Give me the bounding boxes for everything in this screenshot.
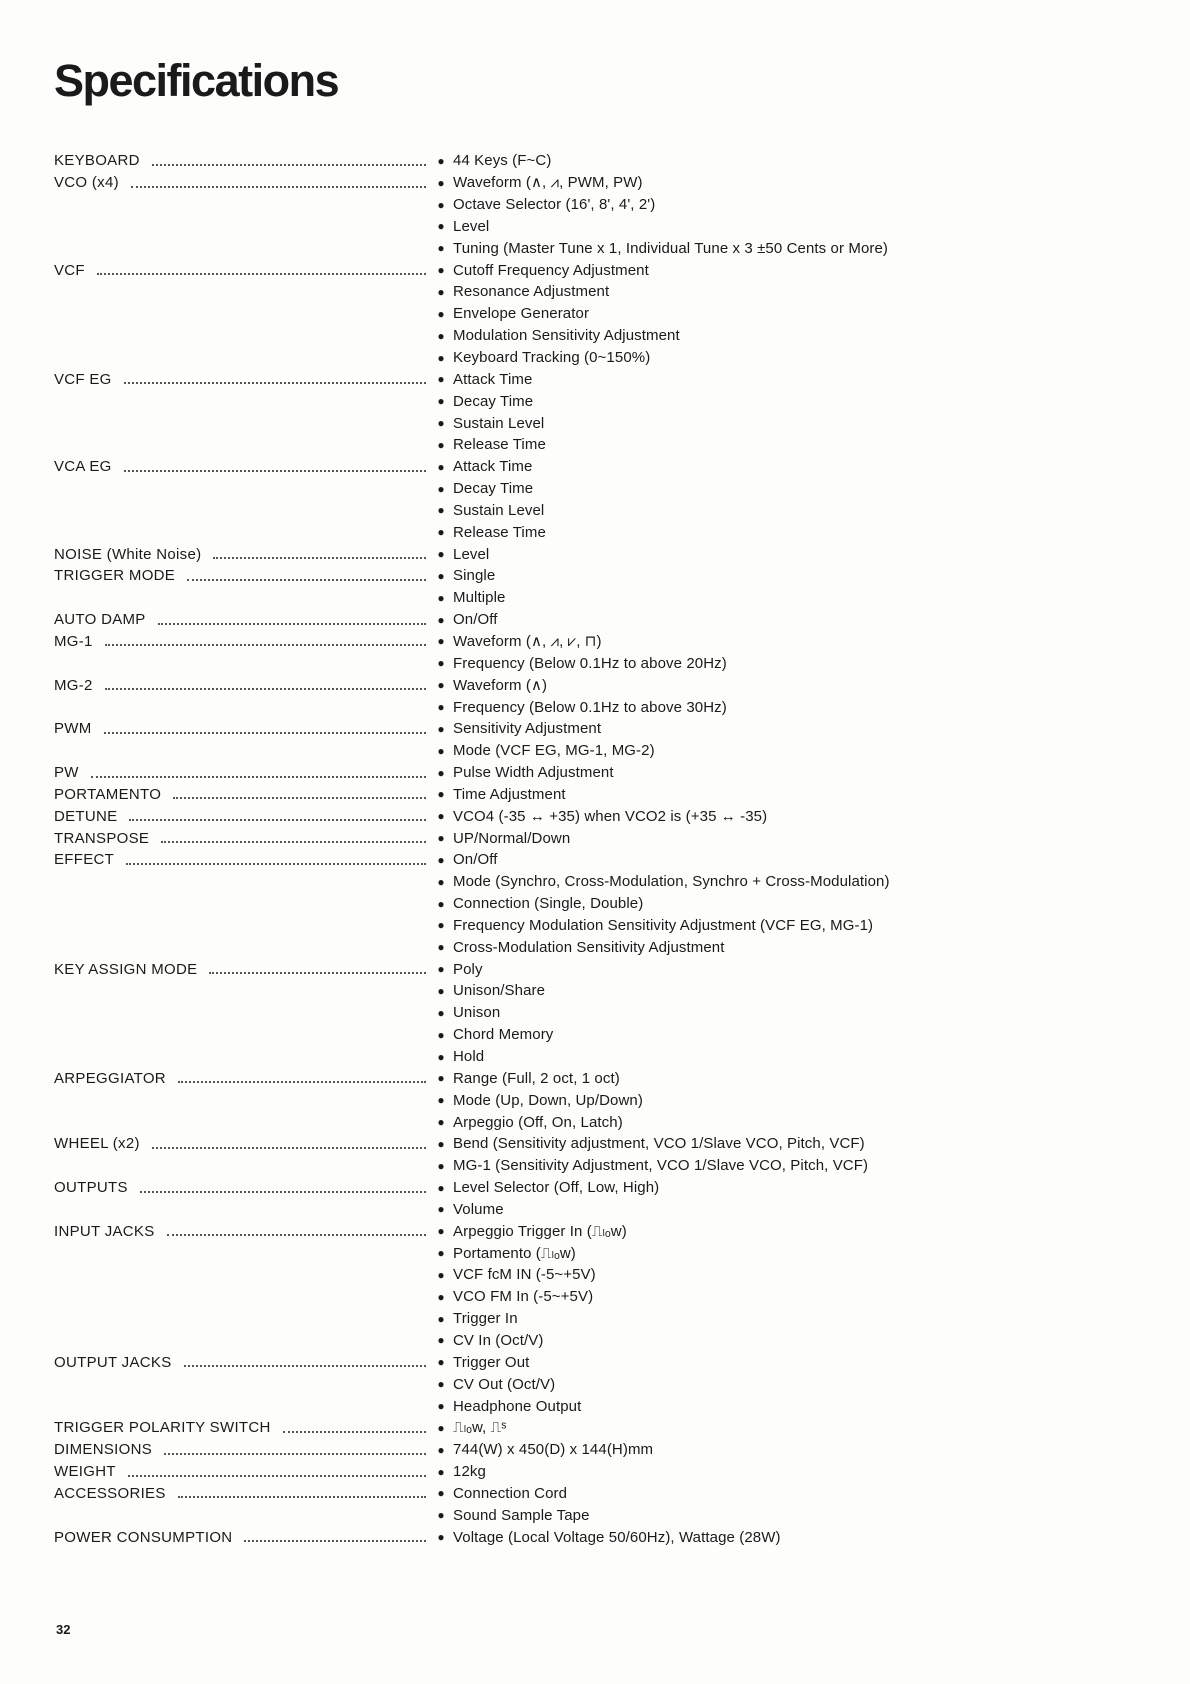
spec-label: ARPEGGIATOR xyxy=(54,1070,166,1086)
bullet-icon: ● xyxy=(437,1486,445,1501)
dot-leader xyxy=(209,964,426,974)
spec-row xyxy=(54,390,1134,412)
spec-value: VCO4 (-35 ↔ +35) when VCO2 is (+35 ↔ -35) xyxy=(453,807,768,825)
bullet-icon: ● xyxy=(437,962,445,977)
spec-row xyxy=(54,696,1134,718)
spec-row xyxy=(54,1155,1134,1177)
dot-leader xyxy=(140,1183,426,1193)
spec-label-cell xyxy=(54,1071,429,1086)
bullet-icon: ● xyxy=(437,1464,445,1479)
spec-value: Attack Time xyxy=(453,370,533,388)
spec-row xyxy=(54,1330,1134,1352)
dot-leader xyxy=(152,156,426,166)
bullet-icon: ● xyxy=(437,459,445,474)
spec-label: PW xyxy=(54,765,79,781)
spec-label-cell xyxy=(54,721,429,736)
spec-label-cell xyxy=(54,962,429,977)
spec-row xyxy=(54,259,1134,281)
spec-label-cell xyxy=(54,787,429,802)
spec-value: Range (Full, 2 oct, 1 oct) xyxy=(453,1069,620,1087)
spec-row xyxy=(54,1089,1134,1111)
dot-leader xyxy=(124,462,426,472)
spec-row xyxy=(54,500,1134,522)
bullet-icon: ● xyxy=(437,1049,445,1064)
spec-label: KEY ASSIGN MODE xyxy=(54,961,198,977)
spec-label: KEYBOARD xyxy=(54,153,140,169)
spec-label-cell xyxy=(54,1420,429,1435)
spec-row xyxy=(54,1177,1134,1199)
bullet-icon: ● xyxy=(437,1115,445,1130)
spec-row xyxy=(54,915,1134,937)
bullet-icon: ● xyxy=(437,1442,445,1457)
spec-value: Level Selector (Off, Low, High) xyxy=(453,1179,660,1197)
bullet-icon: ● xyxy=(437,568,445,583)
bullet-icon: ● xyxy=(437,940,445,955)
bullet-icon: ● xyxy=(437,831,445,846)
bullet-icon: ● xyxy=(437,263,445,278)
spec-row xyxy=(54,412,1134,434)
bullet-icon: ● xyxy=(437,1377,445,1392)
spec-row xyxy=(54,1373,1134,1395)
dot-leader xyxy=(173,789,426,799)
spec-row xyxy=(54,543,1134,565)
spec-value: Sensitivity Adjustment xyxy=(453,720,602,738)
bullet-icon: ● xyxy=(437,743,445,758)
spec-label-cell xyxy=(54,459,429,474)
spec-value: Frequency (Below 0.1Hz to above 30Hz) xyxy=(453,698,727,716)
dot-leader xyxy=(164,1445,426,1455)
spec-value: Volume xyxy=(453,1200,504,1218)
spec-row xyxy=(54,1351,1134,1373)
spec-value: Connection (Single, Double) xyxy=(453,895,644,913)
spec-value: UP/Normal/Down xyxy=(453,829,571,847)
spec-value: Resonance Adjustment xyxy=(453,283,610,301)
spec-value: Portamento (⎍ₗₒw) xyxy=(453,1244,576,1262)
spec-label-cell xyxy=(54,1442,429,1457)
spec-row xyxy=(54,456,1134,478)
spec-label-cell xyxy=(54,852,429,867)
spec-row xyxy=(54,521,1134,543)
page-title: Specifications xyxy=(54,55,339,106)
bullet-icon: ● xyxy=(437,525,445,540)
bullet-icon: ● xyxy=(437,153,445,168)
spec-label: TRANSPOSE xyxy=(54,830,150,846)
dot-leader xyxy=(158,615,426,625)
spec-value: CV In (Oct/V) xyxy=(453,1331,544,1349)
spec-label: TRIGGER POLARITY SWITCH xyxy=(54,1420,271,1436)
bullet-icon: ● xyxy=(437,1530,445,1545)
bullet-icon: ● xyxy=(437,503,445,518)
spec-value: 744(W) x 450(D) x 144(H)mm xyxy=(453,1441,654,1459)
spec-value: Chord Memory xyxy=(453,1026,554,1044)
spec-label-cell xyxy=(54,1486,429,1501)
spec-value: Decay Time xyxy=(453,480,534,498)
spec-row xyxy=(54,827,1134,849)
spec-row xyxy=(54,631,1134,653)
bullet-icon: ● xyxy=(437,219,445,234)
dot-leader xyxy=(91,768,426,778)
spec-row xyxy=(54,1395,1134,1417)
spec-value: Single xyxy=(453,567,496,585)
spec-row xyxy=(54,565,1134,587)
spec-row xyxy=(54,1526,1134,1548)
bullet-icon: ● xyxy=(437,175,445,190)
spec-value: Trigger Out xyxy=(453,1353,530,1371)
spec-value: On/Off xyxy=(453,611,498,629)
spec-row xyxy=(54,740,1134,762)
spec-row xyxy=(54,1046,1134,1068)
spec-row xyxy=(54,980,1134,1002)
spec-row xyxy=(54,1417,1134,1439)
spec-row xyxy=(54,1482,1134,1504)
spec-value: Frequency Modulation Sensitivity Adjustment (VCF EG, MG-1) xyxy=(453,916,874,934)
spec-label: OUTPUTS xyxy=(54,1180,128,1196)
dot-leader xyxy=(167,1226,426,1236)
spec-value: Waveform (∧, ⩘, ⩗, ⊓) xyxy=(453,632,602,650)
bullet-icon: ● xyxy=(437,1158,445,1173)
spec-row xyxy=(54,1264,1134,1286)
bullet-icon: ● xyxy=(437,1246,445,1261)
bullet-icon: ● xyxy=(437,197,445,212)
bullet-icon: ● xyxy=(437,634,445,649)
spec-label-cell xyxy=(54,175,429,190)
dot-leader xyxy=(213,549,426,559)
spec-row xyxy=(54,762,1134,784)
spec-value: Time Adjustment xyxy=(453,785,566,803)
bullet-icon: ● xyxy=(437,1355,445,1370)
spec-label-cell xyxy=(54,809,429,824)
bullet-icon: ● xyxy=(437,1267,445,1282)
spec-row xyxy=(54,1286,1134,1308)
bullet-icon: ● xyxy=(437,1311,445,1326)
spec-row xyxy=(54,849,1134,871)
dot-leader xyxy=(105,680,426,690)
spec-label: PORTAMENTO xyxy=(54,786,162,802)
spec-label: MG-2 xyxy=(54,677,93,693)
spec-value: 44 Keys (F~C) xyxy=(453,152,552,170)
bullet-icon: ● xyxy=(437,983,445,998)
spec-label-cell xyxy=(54,1136,429,1151)
spec-value: Mode (Synchro, Cross-Modulation, Synchro + Cross-Modulation) xyxy=(453,873,890,891)
bullet-icon: ● xyxy=(437,678,445,693)
bullet-icon: ● xyxy=(437,1180,445,1195)
dot-leader xyxy=(126,855,426,865)
dot-leader xyxy=(244,1532,426,1542)
spec-value: Multiple xyxy=(453,589,506,607)
spec-label: PWM xyxy=(54,721,92,737)
spec-value: Headphone Output xyxy=(453,1397,582,1415)
spec-value: Sound Sample Tape xyxy=(453,1506,590,1524)
dot-leader xyxy=(105,636,426,646)
spec-row xyxy=(54,587,1134,609)
bullet-icon: ● xyxy=(437,1027,445,1042)
spec-label-cell xyxy=(54,1224,429,1239)
spec-value: Bend (Sensitivity adjustment, VCO 1/Slave VCO, Pitch, VCF) xyxy=(453,1135,865,1153)
spec-label: WHEEL (x2) xyxy=(54,1136,140,1152)
spec-value: Sustain Level xyxy=(453,414,545,432)
spec-value: Unison/Share xyxy=(453,982,546,1000)
spec-value: MG-1 (Sensitivity Adjustment, VCO 1/Slave VCO, Pitch, VCF) xyxy=(453,1157,869,1175)
spec-row xyxy=(54,172,1134,194)
spec-value: Frequency (Below 0.1Hz to above 20Hz) xyxy=(453,654,727,672)
spec-row xyxy=(54,237,1134,259)
spec-value: Arpeggio Trigger In (⎍ₗₒw) xyxy=(453,1222,627,1240)
bullet-icon: ● xyxy=(437,1420,445,1435)
spec-value: Waveform (∧, ⩘, PWM, PW) xyxy=(453,174,643,192)
spec-label-cell xyxy=(54,547,429,562)
spec-row xyxy=(54,652,1134,674)
bullet-icon: ● xyxy=(437,481,445,496)
specifications-list xyxy=(54,150,1134,1548)
bullet-icon: ● xyxy=(437,721,445,736)
spec-row xyxy=(54,150,1134,172)
bullet-icon: ● xyxy=(437,852,445,867)
spec-row xyxy=(54,1242,1134,1264)
spec-value: Connection Cord xyxy=(453,1484,568,1502)
spec-row xyxy=(54,478,1134,500)
spec-row xyxy=(54,434,1134,456)
dot-leader xyxy=(178,1488,426,1498)
spec-row xyxy=(54,1308,1134,1330)
dot-leader xyxy=(152,1139,426,1149)
spec-value: Octave Selector (16', 8', 4', 2') xyxy=(453,196,656,214)
spec-value: CV Out (Oct/V) xyxy=(453,1375,556,1393)
spec-row xyxy=(54,609,1134,631)
spec-label: DETUNE xyxy=(54,808,118,824)
dot-leader xyxy=(184,1357,426,1367)
spec-row xyxy=(54,325,1134,347)
bullet-icon: ● xyxy=(437,547,445,562)
spec-value: ⎍ₗₒw, ⎍ˢ xyxy=(453,1419,507,1437)
bullet-icon: ● xyxy=(437,350,445,365)
spec-label-cell xyxy=(54,678,429,693)
bullet-icon: ● xyxy=(437,1508,445,1523)
bullet-icon: ● xyxy=(437,700,445,715)
spec-value: Voltage (Local Voltage 50/60Hz), Wattage (28W) xyxy=(453,1528,781,1546)
spec-row xyxy=(54,1024,1134,1046)
spec-label: EFFECT xyxy=(54,852,115,868)
spec-value: Waveform (∧) xyxy=(453,676,548,694)
spec-row xyxy=(54,718,1134,740)
spec-value: Modulation Sensitivity Adjustment xyxy=(453,327,680,345)
spec-row xyxy=(54,1067,1134,1089)
spec-label: AUTO DAMP xyxy=(54,612,146,628)
spec-row xyxy=(54,1461,1134,1483)
spec-row xyxy=(54,1111,1134,1133)
dot-leader xyxy=(131,178,426,188)
dot-leader xyxy=(161,833,426,843)
spec-value: Tuning (Master Tune x 1, Individual Tune x 3 ±50 Cents or More) xyxy=(453,239,889,257)
spec-row xyxy=(54,783,1134,805)
dot-leader xyxy=(104,724,426,734)
bullet-icon: ● xyxy=(437,394,445,409)
spec-label: ACCESSORIES xyxy=(54,1485,166,1501)
spec-value: Poly xyxy=(453,960,483,978)
bullet-icon: ● xyxy=(437,416,445,431)
spec-value: Cross-Modulation Sensitivity Adjustment xyxy=(453,938,725,956)
bullet-icon: ● xyxy=(437,1136,445,1151)
page-number: 32 xyxy=(56,1622,71,1637)
spec-row xyxy=(54,347,1134,369)
bullet-icon: ● xyxy=(437,306,445,321)
spec-row xyxy=(54,194,1134,216)
spec-label-cell xyxy=(54,634,429,649)
spec-value: Keyboard Tracking (0~150%) xyxy=(453,349,651,367)
spec-value: Envelope Generator xyxy=(453,305,590,323)
spec-value: Release Time xyxy=(453,436,546,454)
bullet-icon: ● xyxy=(437,1289,445,1304)
spec-label-cell xyxy=(54,153,429,168)
bullet-icon: ● xyxy=(437,1071,445,1086)
dot-leader xyxy=(128,1467,426,1477)
spec-row xyxy=(54,216,1134,238)
dot-leader xyxy=(187,571,426,581)
bullet-icon: ● xyxy=(437,590,445,605)
spec-label: TRIGGER MODE xyxy=(54,568,176,584)
dot-leader xyxy=(97,265,426,275)
spec-label: OUTPUT JACKS xyxy=(54,1354,172,1370)
spec-label: DIMENSIONS xyxy=(54,1442,153,1458)
spec-value: Level xyxy=(453,545,490,563)
spec-value: Sustain Level xyxy=(453,501,545,519)
spec-label: MG-1 xyxy=(54,633,93,649)
spec-row xyxy=(54,1220,1134,1242)
spec-row xyxy=(54,1133,1134,1155)
dot-leader xyxy=(124,374,426,384)
spec-value: Attack Time xyxy=(453,458,533,476)
spec-value: 12kg xyxy=(453,1463,486,1481)
spec-label-cell xyxy=(54,263,429,278)
spec-label: VCA EG xyxy=(54,459,112,475)
dot-leader xyxy=(283,1423,426,1433)
spec-label: POWER CONSUMPTION xyxy=(54,1529,233,1545)
bullet-icon: ● xyxy=(437,437,445,452)
bullet-icon: ● xyxy=(437,372,445,387)
spec-row xyxy=(54,893,1134,915)
spec-value: Release Time xyxy=(453,523,546,541)
spec-value: Pulse Width Adjustment xyxy=(453,764,614,782)
spec-label-cell xyxy=(54,1355,429,1370)
bullet-icon: ● xyxy=(437,1333,445,1348)
spec-value: Cutoff Frequency Adjustment xyxy=(453,261,649,279)
spec-label: VCF xyxy=(54,262,85,278)
spec-value: Arpeggio (Off, On, Latch) xyxy=(453,1113,623,1131)
bullet-icon: ● xyxy=(437,612,445,627)
spec-label-cell xyxy=(54,1464,429,1479)
spec-label: VCF EG xyxy=(54,371,112,387)
spec-value: Level xyxy=(453,217,490,235)
bullet-icon: ● xyxy=(437,787,445,802)
spec-value: Mode (VCF EG, MG-1, MG-2) xyxy=(453,742,655,760)
bullet-icon: ● xyxy=(437,1399,445,1414)
spec-row xyxy=(54,674,1134,696)
spec-value: Decay Time xyxy=(453,392,534,410)
spec-row xyxy=(54,303,1134,325)
spec-value: Mode (Up, Down, Up/Down) xyxy=(453,1091,643,1109)
spec-value: On/Off xyxy=(453,851,498,869)
spec-row xyxy=(54,871,1134,893)
bullet-icon: ● xyxy=(437,1093,445,1108)
bullet-icon: ● xyxy=(437,241,445,256)
spec-value: Hold xyxy=(453,1048,485,1066)
bullet-icon: ● xyxy=(437,918,445,933)
spec-value: Unison xyxy=(453,1004,501,1022)
bullet-icon: ● xyxy=(437,284,445,299)
spec-label-cell xyxy=(54,765,429,780)
bullet-icon: ● xyxy=(437,1202,445,1217)
spec-label-cell xyxy=(54,612,429,627)
spec-label-cell xyxy=(54,831,429,846)
spec-label: INPUT JACKS xyxy=(54,1223,155,1239)
spec-label-cell xyxy=(54,1530,429,1545)
spec-value: VCF fcM IN (-5~+5V) xyxy=(453,1266,596,1284)
bullet-icon: ● xyxy=(437,656,445,671)
spec-label: WEIGHT xyxy=(54,1464,116,1480)
bullet-icon: ● xyxy=(437,896,445,911)
dot-leader xyxy=(178,1073,426,1083)
spec-label: NOISE (White Noise) xyxy=(54,546,202,562)
bullet-icon: ● xyxy=(437,1224,445,1239)
bullet-icon: ● xyxy=(437,809,445,824)
spec-value: VCO FM In (-5~+5V) xyxy=(453,1288,594,1306)
bullet-icon: ● xyxy=(437,765,445,780)
spec-row xyxy=(54,805,1134,827)
spec-label-cell xyxy=(54,568,429,583)
spec-label-cell xyxy=(54,372,429,387)
spec-row xyxy=(54,1199,1134,1221)
spec-row xyxy=(54,1439,1134,1461)
spec-row xyxy=(54,368,1134,390)
bullet-icon: ● xyxy=(437,1005,445,1020)
spec-label-cell xyxy=(54,1180,429,1195)
bullet-icon: ● xyxy=(437,874,445,889)
dot-leader xyxy=(129,811,426,821)
spec-row xyxy=(54,958,1134,980)
spec-value: Trigger In xyxy=(453,1310,518,1328)
spec-row xyxy=(54,281,1134,303)
spec-row xyxy=(54,1002,1134,1024)
bullet-icon: ● xyxy=(437,328,445,343)
spec-label: VCO (x4) xyxy=(54,175,119,191)
spec-row xyxy=(54,1504,1134,1526)
spec-row xyxy=(54,936,1134,958)
